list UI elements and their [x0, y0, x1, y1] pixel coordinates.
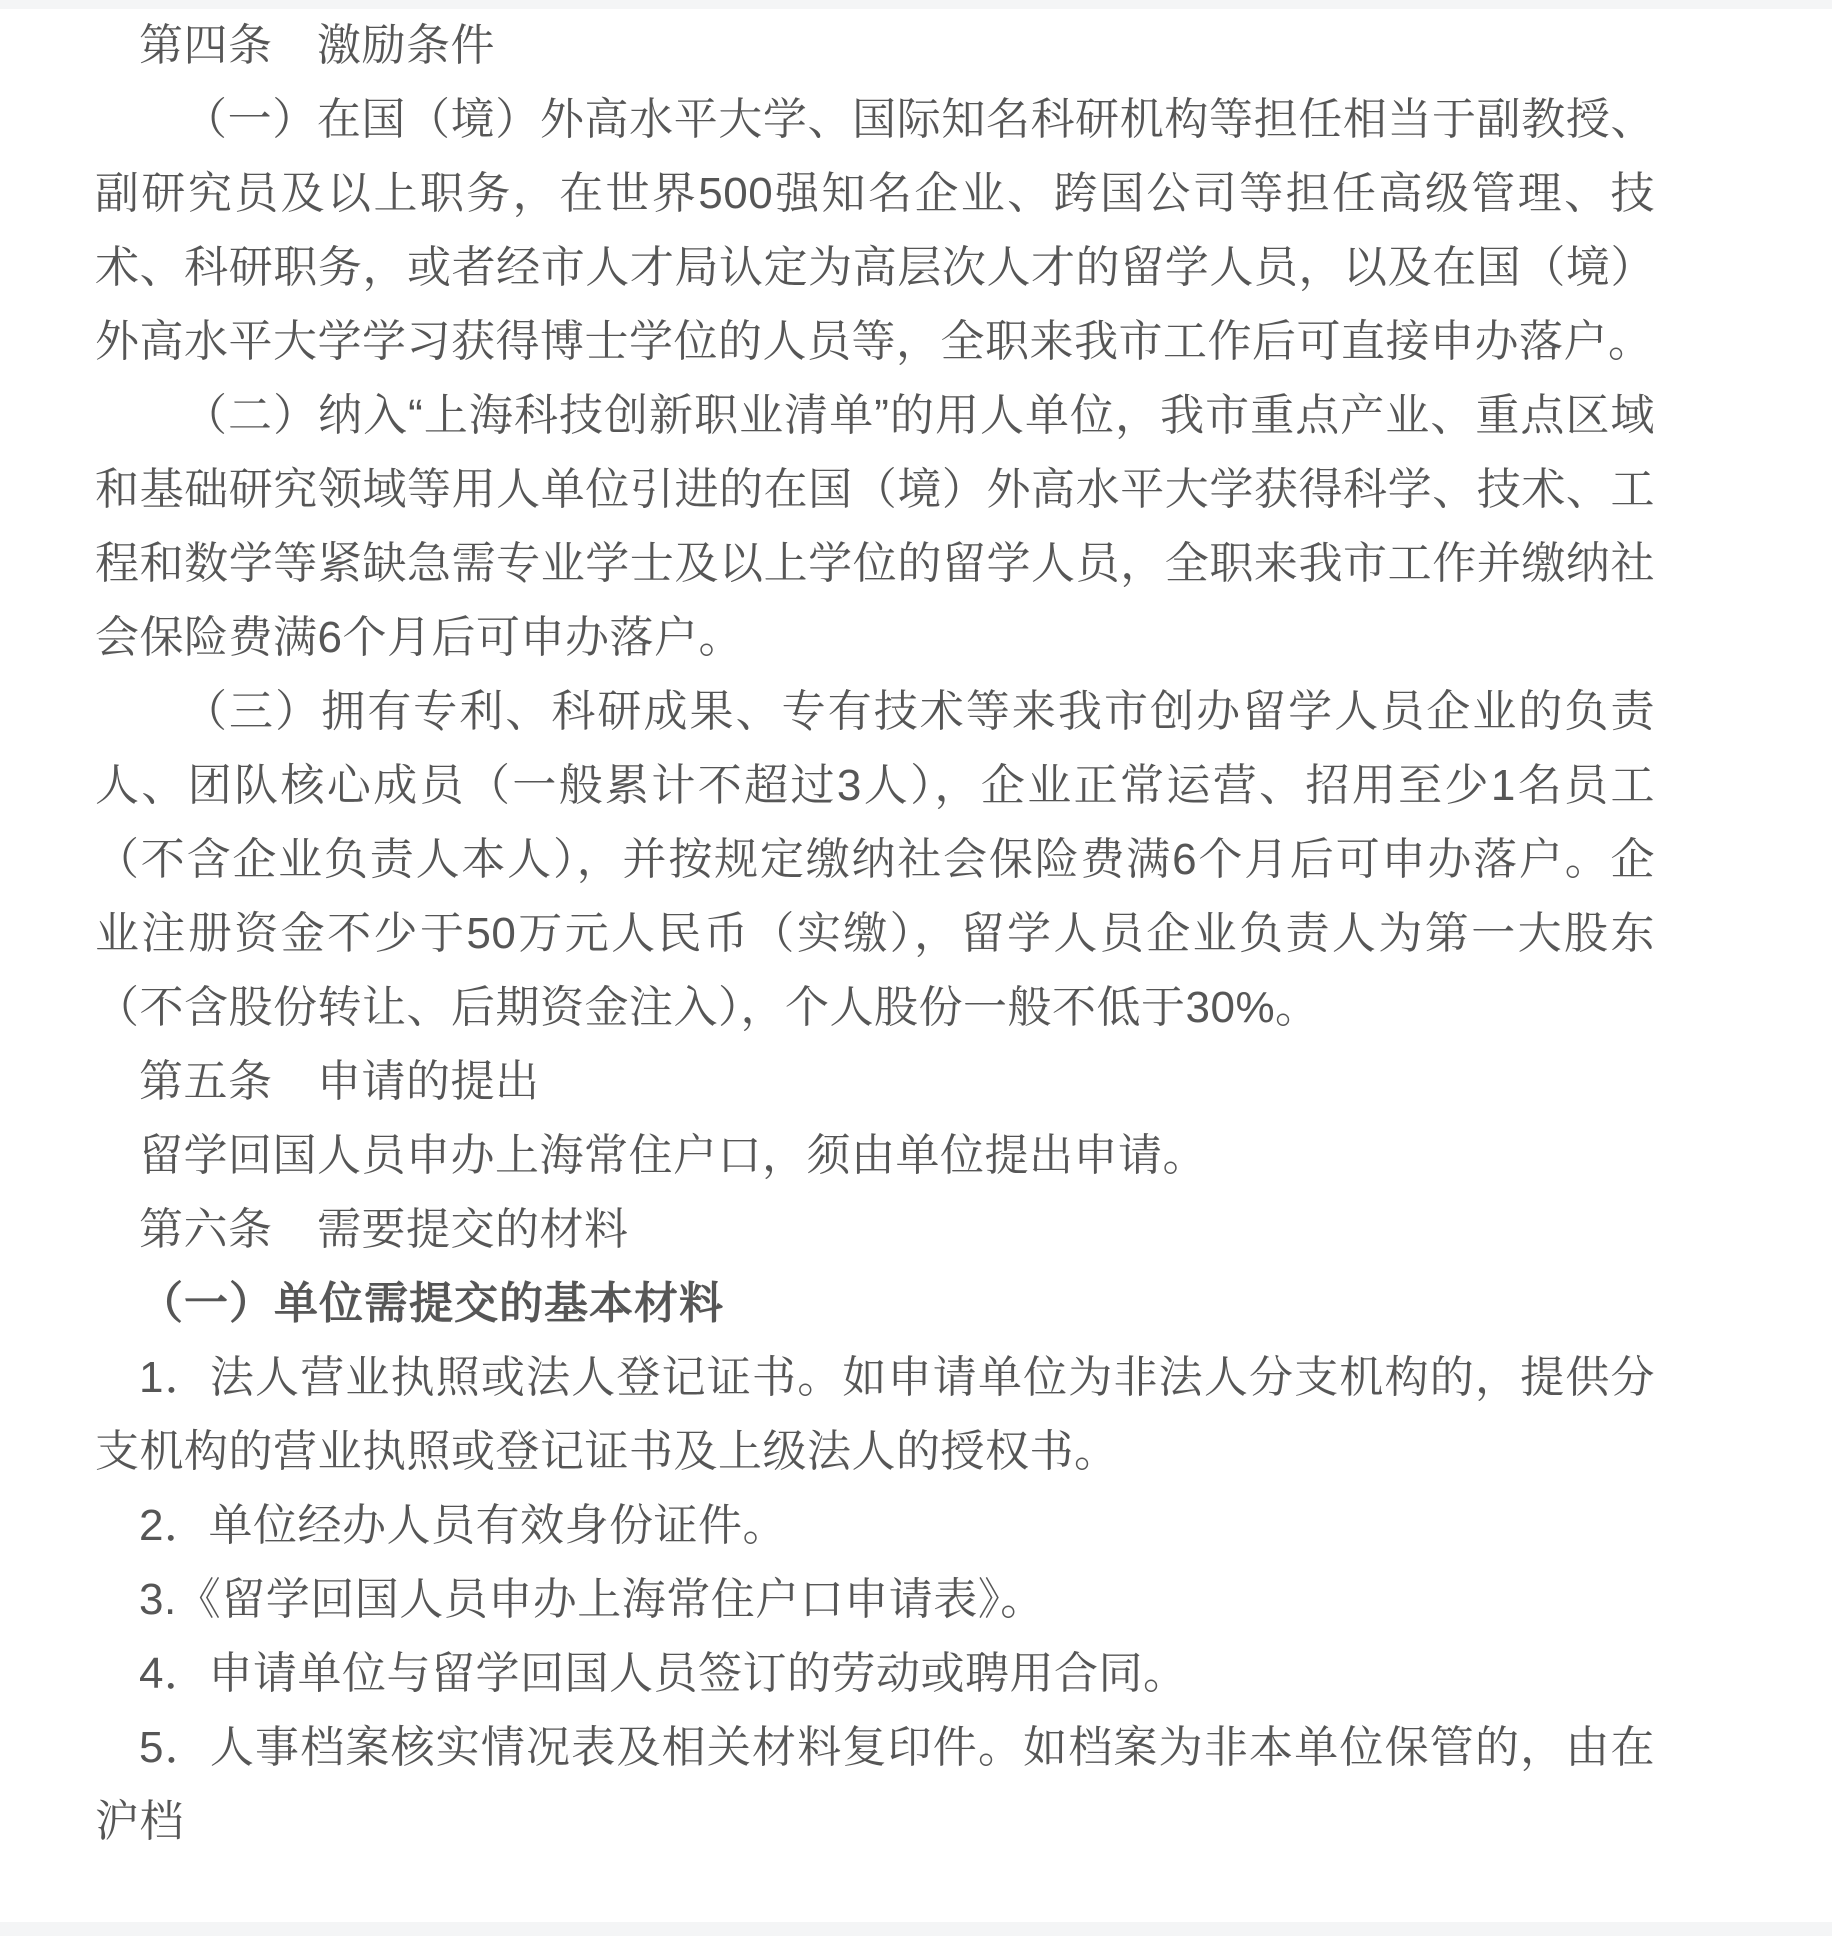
- article-4-heading: 第四条 激励条件: [139, 21, 495, 70]
- document-body: [95, 9, 1655, 1859]
- material-item-5: 5．人事档案核实情况表及相关材料复印件。如档案为非本单位保管的，由在沪档: [95, 1723, 1655, 1846]
- article-5-heading: 第五条 申请的提出: [139, 1057, 540, 1106]
- material-item-4: 4．申请单位与留学回国人员签订的劳动或聘用合同。: [139, 1649, 1188, 1698]
- material-item-2: 2．单位经办人员有效身份证件。: [139, 1501, 787, 1550]
- page-top-edge-strip: [0, 0, 1832, 9]
- article-6-heading: 第六条 需要提交的材料: [139, 1205, 629, 1254]
- article-4-item-1: （一）在国（境）外高水平大学、国际知名科研机构等担任相当于副教授、副研究员及以上职务，在世界500强知名企业、跨国公司等担任高级管理、技术、科研职务，或者经市人才局认定为高层次人才的留学人员，以及在国（境）外高水平大学学习获得博士学位的人员等，全职来我市工作后可直接申办落户。: [95, 95, 1655, 366]
- material-item-3: 3.《留学回国人员申办上海常住户口申请表》。: [139, 1575, 1045, 1624]
- page-bottom-edge-strip: [0, 1922, 1832, 1936]
- material-item-1: 1．法人营业执照或法人登记证书。如申请单位为非法人分支机构的，提供分支机构的营业执照或登记证书及上级法人的授权书。: [95, 1353, 1655, 1476]
- article-4-item-2: （二）纳入“上海科技创新职业清单”的用人单位，我市重点产业、重点区域和基础研究领域等用人单位引进的在国（境）外高水平大学获得科学、技术、工程和数学等紧缺急需专业学士及以上学位的留学人员，全职来我市工作并缴纳社会保险费满6个月后可申办落户。: [95, 391, 1655, 662]
- article-4-item-3: （三）拥有专利、科研成果、专有技术等来我市创办留学人员企业的负责人、团队核心成员（一般累计不超过3人），企业正常运营、招用至少1名员工（不含企业负责人本人），并按规定缴纳社会保险费满6个月后可申办落户。企业注册资金不少于50万元人民币（实缴），留学人员企业负责人为第一大股东（不含股份转让、后期资金注入），个人股份一般不低于30%。: [95, 687, 1655, 1032]
- article-6-section-1-heading: （一）单位需提交的基本材料: [139, 1279, 724, 1328]
- article-5-body: 留学回国人员申办上海常住户口，须由单位提出申请。: [139, 1131, 1207, 1180]
